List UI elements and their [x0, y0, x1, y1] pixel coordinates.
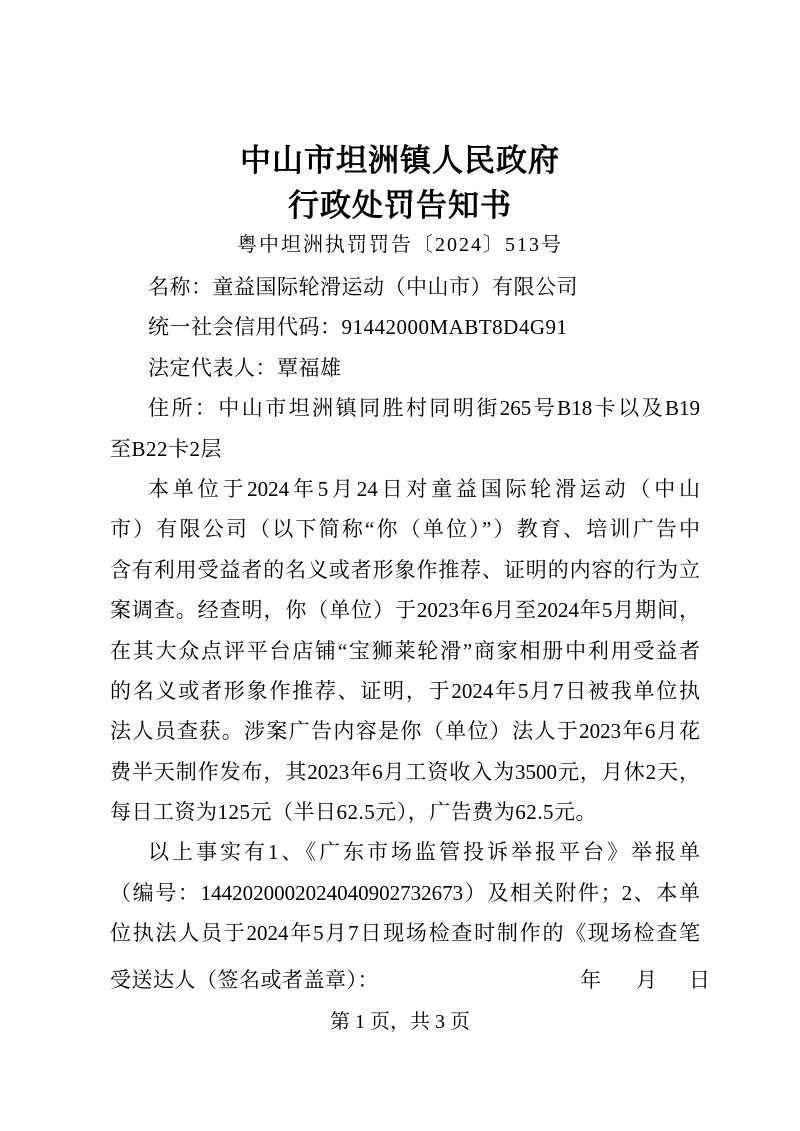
legal-rep-line: [110, 348, 700, 388]
page-number-footer: 第 1 页，共 3 页: [330, 1011, 470, 1033]
address-value-line-1: 中山市坦洲镇同胜村同明街265号B18卡以及B19: [218, 396, 701, 421]
facts-line: 费半天制作发布，其2023年6月工资收入为3500元，月休2天，: [110, 759, 700, 784]
party-name-label: 名称：: [148, 275, 213, 299]
facts-line: 在其大众点评平台店铺“宝狮莱轮滑”商家相册中利用受益者: [110, 638, 700, 663]
facts-line: 案调查。经查明，你（单位）于2023年6月至2024年5月期间，: [110, 598, 700, 623]
document-number: 粤中坦洲执罚罚告〔2024〕513号: [237, 234, 563, 256]
document-type-title: 行政处罚告知书: [288, 188, 512, 223]
evidence-line: 位执法人员于2024年5月7日现场检查时制作的《现场检查笔: [110, 921, 700, 946]
document-body: [110, 267, 700, 954]
address-label: 住所：: [148, 396, 219, 421]
legal-rep-value: 覃福雄: [277, 355, 342, 380]
facts-line: 市）有限公司（以下简称“你（单位）”）教育、培训广告中: [110, 517, 700, 542]
signature-year: 年: [580, 968, 601, 992]
credit-code-line: [110, 307, 700, 347]
facts-line: 本单位于2024年5月24日对童益国际轮滑运动（中山: [148, 476, 700, 501]
evidence-paragraph: [110, 832, 700, 953]
evidence-line: 以上事实有1、《广东市场监管投诉举报平台》举报单: [148, 840, 700, 865]
facts-line: 含有利用受益者的名义或者形象作推荐、证明的内容的行为立: [110, 557, 700, 582]
signature-day: 日: [689, 968, 710, 992]
facts-line: 每日工资为125元（半日62.5元），广告费为62.5元。: [110, 800, 597, 825]
evidence-line: （编号：1442020002024040902732673）及相关附件；2、本单: [110, 880, 700, 905]
signature-label: 受送达人（签名或者盖章）：: [110, 968, 379, 992]
address-line-1: [110, 388, 700, 428]
issuing-authority-title: 中山市坦洲镇人民政府: [240, 143, 560, 178]
recipient-signature-line: [0, 960, 800, 1000]
address-line-2: 至B22卡2层: [110, 436, 223, 461]
legal-rep-label: 法定代表人：: [148, 355, 277, 380]
facts-paragraph: [110, 469, 700, 833]
party-name-line: [110, 267, 700, 307]
credit-code-value: 91442000MABT8D4G91: [341, 315, 568, 340]
facts-line: 的名义或者形象作推荐、证明，于2024年5月7日被我单位执: [110, 678, 700, 703]
credit-code-label: 统一社会信用代码：: [148, 315, 342, 340]
party-name-value: 童益国际轮滑运动（中山市）有限公司: [212, 275, 578, 299]
facts-line: 法人员查获。涉案广告内容是你（单位）法人于2023年6月花: [110, 719, 700, 744]
signature-month: 月: [636, 968, 657, 992]
